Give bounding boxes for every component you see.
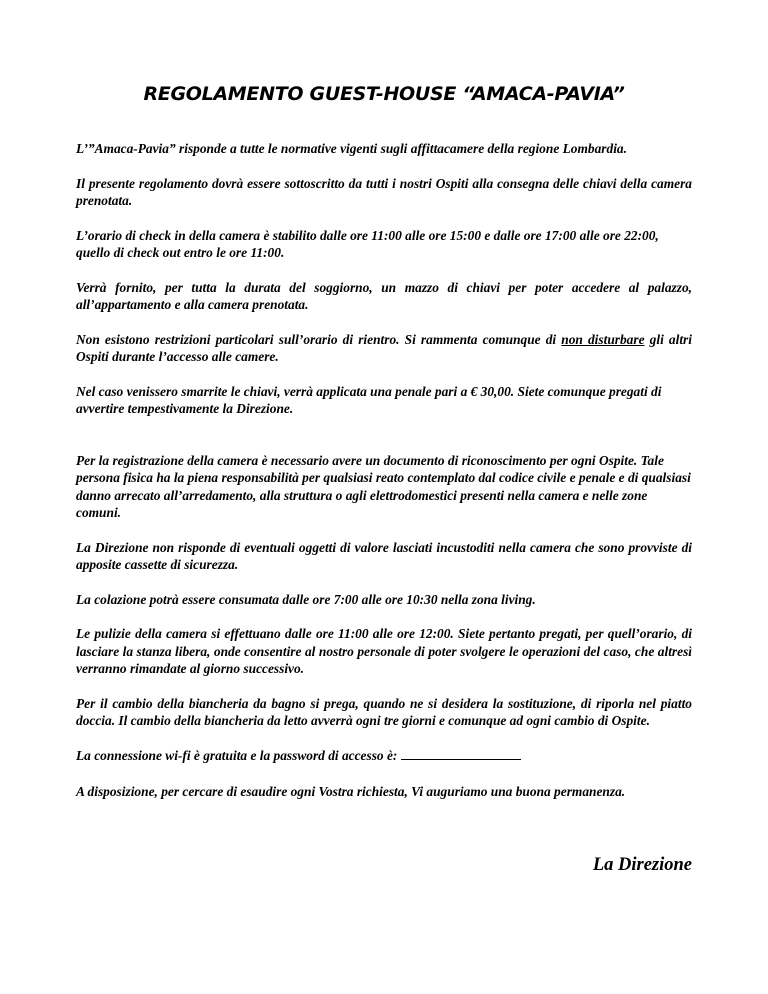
return-time-text-end: gli altri Ospiti durante l’accesso alle camere. <box>76 331 692 364</box>
paragraph-check-in-out: L’orario di check in della camera è stabilito dalle ore 11:00 alle ore 15:00 e dalle ore 17:00 alle ore 22:00, quello di check out entro le ore 11:00. <box>76 227 659 260</box>
return-time-text: Non esistono restrizioni particolari sull’orario di rientro. Si rammenta comunque di <box>76 331 562 347</box>
wifi-password-blank <box>401 747 521 760</box>
paragraph-breakfast: La colazione potrà essere consumata dalle ore 7:00 alle ore 10:30 nella zona living. <box>76 591 536 607</box>
paragraph-valuables: La Direzione non risponde di eventuali oggetti di valore lasciati incustoditi nella camera che sono provviste di apposite cassette di sicurezza. <box>76 539 692 572</box>
paragraph-signing: Il presente regolamento dovrà essere sottoscritto da tutti i nostri Ospiti alla consegna delle chiavi della camera prenotata. <box>76 175 692 208</box>
paragraph-lost-keys: Nel caso venissero smarrite le chiavi, verrà applicata una penale pari a € 30,00. Siete comunque pregati di avvertire tempestivamente la Direzione. <box>76 383 662 416</box>
document-body <box>76 140 692 802</box>
paragraph-keys: Verrà fornito, per tutta la durata del soggiorno, un mazzo di chiavi per poter accedere al palazzo, all’appartamento e alla camera prenotata. <box>76 279 692 312</box>
paragraph-linen: Per il cambio della biancheria da bagno si prega, quando ne si desidera la sostituzione, di riporla nel piatto doccia. Il cambio della biancheria da letto avverrà ogni tre giorni e comunque ad ogni cambio di Ospite. <box>76 695 692 728</box>
paragraph-registration: Per la registrazione della camera è necessario avere un documento di riconoscimento per ogni Ospite. Tale persona fisica ha la piena responsabilità per qualsiasi reato contemplato dal codice civile e penale e di qualsiasi danno arrecato all’arredamento, alla struttura o agli elettrodomestici presenti nella camera e nelle zone comuni. <box>76 452 691 520</box>
document-title: REGOLAMENTO GUEST-HOUSE “AMACA-PAVIA” <box>143 83 625 105</box>
paragraph-cleaning: Le pulizie della camera si effettuano dalle ore 11:00 alle ore 12:00. Siete pertanto pregati, per quell’orario, di lasciare la stanza libera, onde consentire al nostro personale di poter svolgere le operazioni del caso, che altresì verranno rimandate al giorno successivo. <box>76 626 692 676</box>
paragraph-compliance: L’”Amaca-Pavia” risponde a tutte le normative vigenti sugli affittacamere della regione Lombardia. <box>76 141 627 156</box>
signature: La Direzione <box>592 855 692 875</box>
wifi-text: La connessione wi-fi è gratuita e la password di accesso è: <box>76 747 401 763</box>
paragraph-closing: A disposizione, per cercare di esaudire ogni Vostra richiesta, Vi auguriamo una buona permanenza. <box>76 784 626 799</box>
paragraph-return-time <box>76 331 692 366</box>
do-not-disturb-text: non disturbare <box>561 331 645 347</box>
paragraph-wifi <box>76 747 692 765</box>
